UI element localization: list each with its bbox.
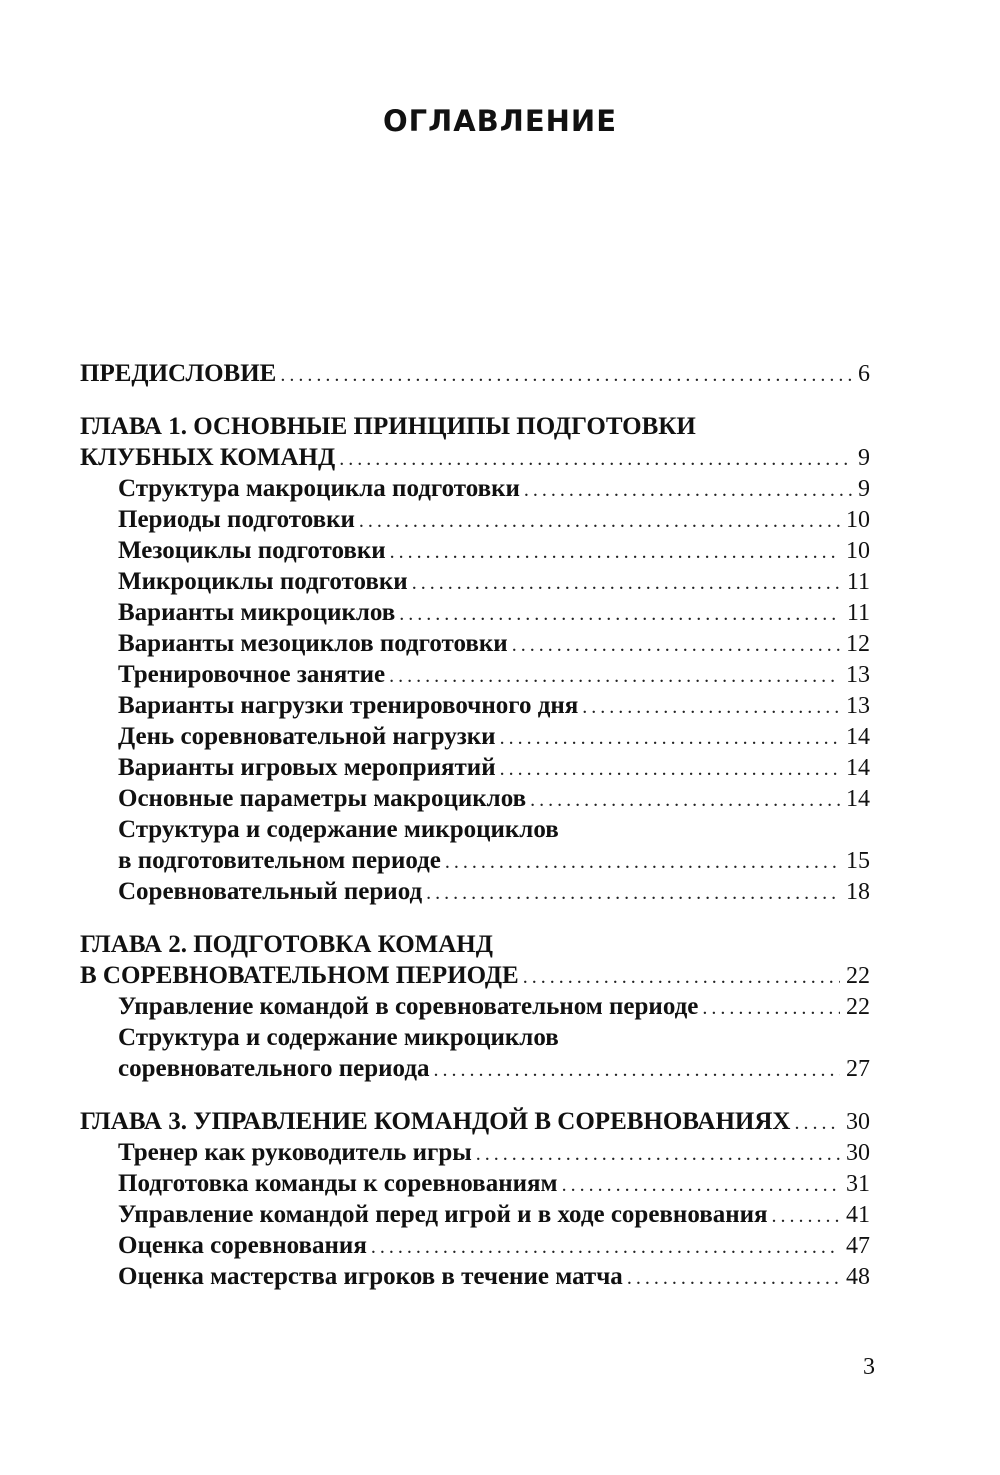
page-title: ОГЛАВЛЕНИЕ (382, 104, 617, 138)
toc-entry[interactable] (80, 659, 870, 690)
chapter-heading-line[interactable] (80, 929, 870, 960)
chapter-title: ГЛАВА 1. ОСНОВНЫЕ ПРИНЦИПЫ ПОДГОТОВКИ (80, 413, 696, 440)
chapter-heading-line[interactable] (80, 960, 870, 991)
chapter-page: 9 (858, 445, 870, 471)
toc-chapter-3 (80, 1106, 870, 1292)
toc-entry[interactable] (80, 1230, 870, 1261)
dot-leader (390, 537, 840, 568)
toc-entry-label: соревновательного периода (118, 1055, 430, 1082)
toc-entry[interactable] (80, 814, 870, 845)
chapter-title: ГЛАВА 2. ПОДГОТОВКА КОМАНД (80, 931, 493, 958)
toc-entry[interactable] (80, 690, 870, 721)
toc-entry-page: 27 (846, 1056, 870, 1082)
toc-entry-label: Мезоциклы подготовки (118, 537, 386, 564)
dot-leader (530, 785, 840, 816)
toc-preface (80, 358, 870, 389)
dot-leader (280, 360, 852, 391)
toc-entry[interactable] (80, 721, 870, 752)
toc-entry[interactable] (80, 783, 870, 814)
toc-entry[interactable] (80, 473, 870, 504)
toc-entry-page: 11 (846, 569, 870, 595)
toc-entry-label: Периоды подготовки (118, 506, 355, 533)
toc-entry-page: 11 (846, 600, 870, 626)
chapter-heading-line[interactable] (80, 442, 870, 473)
toc-entry-page: 12 (846, 631, 870, 657)
toc-entry-page: 22 (846, 994, 870, 1020)
chapter-title: КЛУБНЫХ КОМАНД (80, 444, 336, 471)
toc-entry[interactable] (80, 752, 870, 783)
toc-entry-label: Оценка мастерства игроков в течение матча (118, 1263, 623, 1290)
toc-entry-label: Соревновательный период (118, 878, 423, 905)
toc-entry[interactable] (80, 358, 870, 389)
dot-leader (359, 506, 840, 537)
toc-entry-label: Варианты игровых мероприятий (118, 754, 496, 781)
chapter-page: 30 (846, 1109, 870, 1135)
toc-entry[interactable] (80, 991, 870, 1022)
dot-leader (523, 962, 840, 993)
dot-leader (339, 444, 852, 475)
toc-entry-page: 18 (846, 879, 870, 905)
dot-leader (524, 475, 852, 506)
chapter-page: 22 (846, 963, 870, 989)
toc-entry-page: 14 (846, 724, 870, 750)
toc-entry-label: Управление командой в соревновательном периоде (118, 993, 699, 1020)
toc-entry-page: 48 (846, 1264, 870, 1290)
toc-entry[interactable] (80, 566, 870, 597)
toc-entry-label: ПРЕДИСЛОВИЕ (80, 360, 277, 387)
chapter-title: ГЛАВА 3. УПРАВЛЕНИЕ КОМАНДОЙ В СОРЕВНОВАНИЯХ (80, 1108, 791, 1135)
dot-leader (627, 1263, 840, 1294)
toc-entry-label: в подготовительном периоде (118, 847, 441, 874)
toc-entry-page: 14 (846, 755, 870, 781)
toc-entry-label: Оценка соревнования (118, 1232, 367, 1259)
toc-entry[interactable] (80, 597, 870, 628)
toc-entry-page: 10 (846, 507, 870, 533)
toc-entry[interactable] (80, 876, 870, 907)
dot-leader (445, 847, 840, 878)
toc-entry[interactable] (80, 1199, 870, 1230)
dot-leader (426, 878, 840, 909)
dot-leader (371, 1232, 840, 1263)
toc-entry-label: Подготовка команды к соревнованиям (118, 1170, 558, 1197)
toc-entry[interactable] (80, 1261, 870, 1292)
toc-entry-label: Варианты мезоциклов подготовки (118, 630, 508, 657)
toc-entry-page: 30 (846, 1140, 870, 1166)
toc-entry-label: Структура и содержание микроциклов (118, 1024, 559, 1051)
toc-entry[interactable] (80, 504, 870, 535)
toc-entry-label: Варианты нагрузки тренировочного дня (118, 692, 579, 719)
chapter-title: В СОРЕВНОВАТЕЛЬНОМ ПЕРИОДЕ (80, 962, 519, 989)
dot-leader (433, 1055, 840, 1086)
dot-leader (772, 1201, 840, 1232)
toc-entry-label: Основные параметры макроциклов (118, 785, 527, 812)
dot-leader (476, 1139, 840, 1170)
dot-leader (399, 599, 841, 630)
toc-entry-page: 31 (846, 1171, 870, 1197)
toc-entry-label: Варианты микроциклов (118, 599, 396, 626)
toc-entry-page: 47 (846, 1233, 870, 1259)
toc-entry-label: День соревновательной нагрузки (118, 723, 496, 750)
dot-leader (412, 568, 841, 599)
dot-leader (562, 1170, 840, 1201)
dot-leader (582, 692, 840, 723)
toc-entry-label: Структура макроцикла подготовки (118, 475, 520, 502)
toc-entry[interactable] (80, 628, 870, 659)
toc-entry-page: 10 (846, 538, 870, 564)
toc-entry-label: Управление командой перед игрой и в ходе соревнования (118, 1201, 768, 1228)
toc-entry-page: 13 (846, 662, 870, 688)
toc-entry-page: 9 (858, 476, 870, 502)
toc-entry[interactable] (80, 845, 870, 876)
toc-entry-page: 13 (846, 693, 870, 719)
toc-entry-page: 15 (846, 848, 870, 874)
toc-entry-page: 41 (846, 1202, 870, 1228)
dot-leader (500, 723, 840, 754)
dot-leader (702, 993, 840, 1024)
toc-entry-label: Структура и содержание микроциклов (118, 816, 559, 843)
toc-chapter-2 (80, 929, 870, 1084)
toc-entry[interactable] (80, 1137, 870, 1168)
toc-entry-page: 6 (858, 361, 870, 387)
toc-entry-label: Микроциклы подготовки (118, 568, 408, 595)
dot-leader (794, 1108, 840, 1139)
dot-leader (389, 661, 840, 692)
toc-entry-label: Тренировочное занятие (118, 661, 386, 688)
toc-entry[interactable] (80, 1022, 870, 1053)
toc-chapter-1 (80, 411, 870, 907)
toc-entry[interactable] (80, 1168, 870, 1199)
dot-leader (512, 630, 840, 661)
toc-entry-page: 14 (846, 786, 870, 812)
page-number: 3 (863, 1354, 875, 1380)
dot-leader (500, 754, 840, 785)
toc-entry[interactable] (80, 1053, 870, 1084)
toc-entry-label: Тренер как руководитель игры (118, 1139, 472, 1166)
toc-entry[interactable] (80, 535, 870, 566)
chapter-heading-line[interactable] (80, 411, 870, 442)
table-of-contents (80, 358, 870, 1314)
chapter-heading-line[interactable] (80, 1106, 870, 1137)
